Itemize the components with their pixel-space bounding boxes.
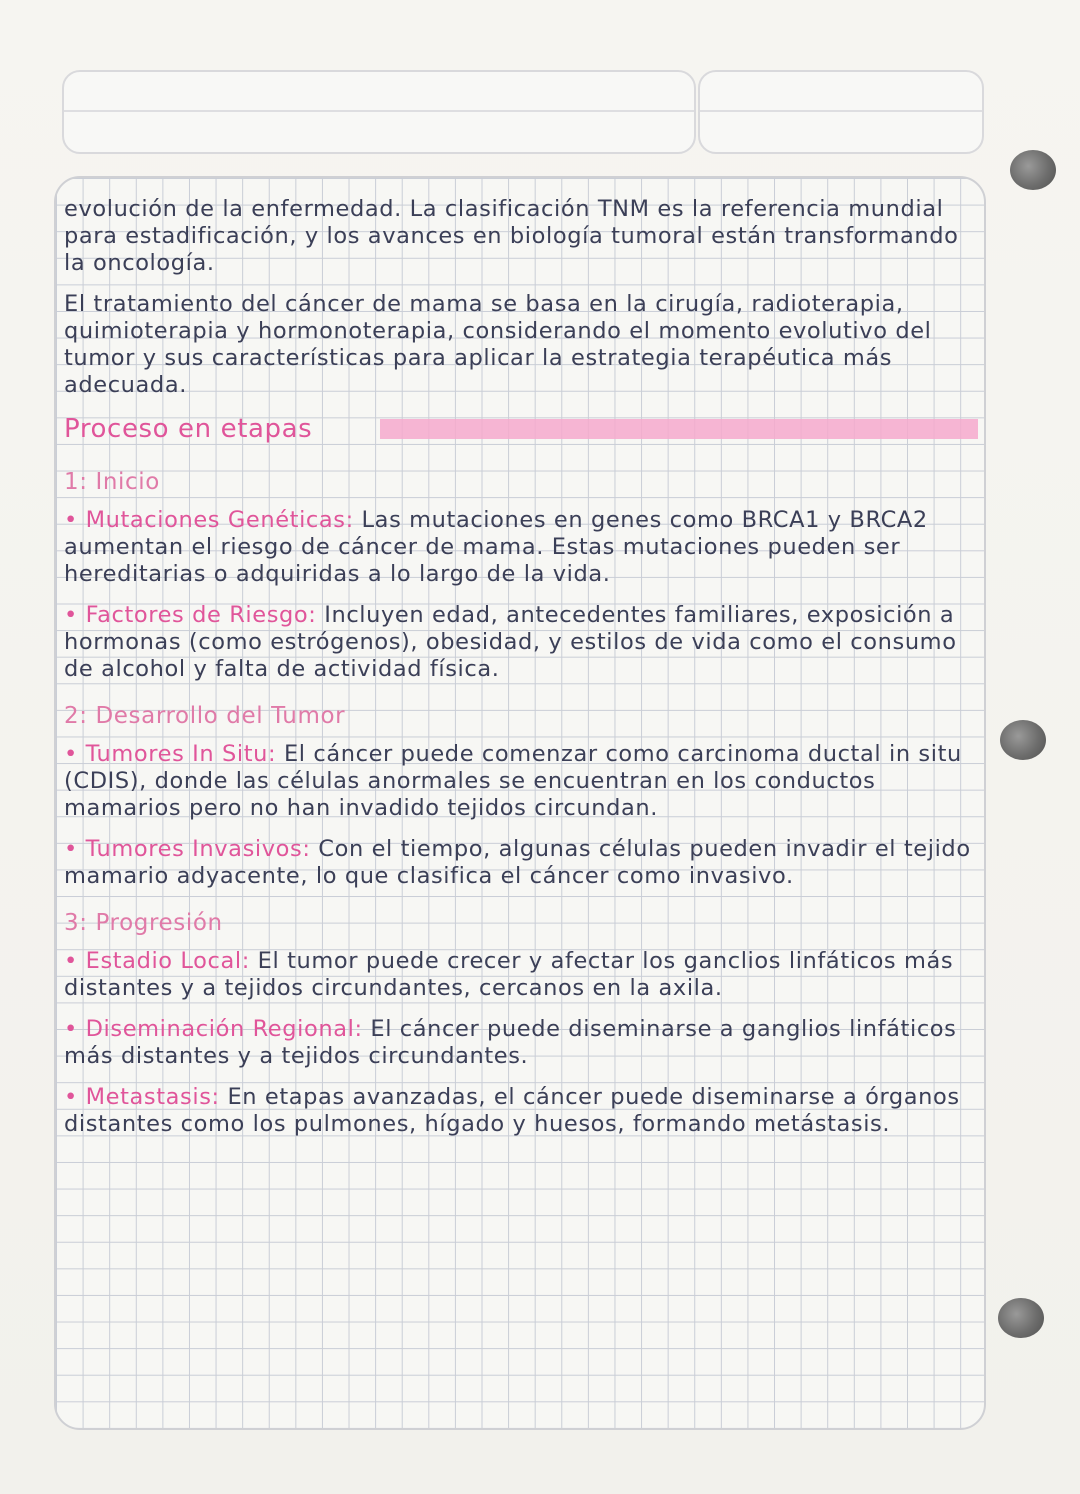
section-title: Proceso en etapas xyxy=(64,414,313,444)
bullet-item xyxy=(64,1084,974,1138)
bullet-item xyxy=(64,602,974,683)
bullet-dot-icon: • xyxy=(64,507,86,533)
notes-content xyxy=(64,196,974,1138)
bullet-term: Mutaciones Genéticas: xyxy=(85,507,354,533)
highlighter-stroke xyxy=(380,419,978,439)
stage-title: 3: Progresión xyxy=(64,910,223,936)
section-heading-row xyxy=(64,409,974,449)
bullet-item xyxy=(64,741,974,822)
bullet-text: El cáncer puede diseminarse a ganglios linfáticos más distantes y a tejidos circundantes. xyxy=(64,1016,957,1069)
bullet-term: Tumores Invasivos: xyxy=(85,836,311,862)
bullet-term: Estadio Local: xyxy=(85,948,250,974)
bullet-text: Incluyen edad, antecedentes familiares, exposición a hormonas (como estrógenos), obesidad, y estilos de vida como el consumo de alcohol y falta de actividad física. xyxy=(64,602,957,682)
binder-hole-middle xyxy=(1000,720,1046,760)
bullet-term: Factores de Riesgo: xyxy=(85,602,317,628)
bullet-text: Las mutaciones en genes como BRCA1 y BRCA2 aumentan el riesgo de cáncer de mama. Estas mutaciones pueden ser hereditarias o adquiridas a lo largo de la vida. xyxy=(64,507,928,587)
bullet-dot-icon: • xyxy=(64,948,86,974)
binder-hole-bottom xyxy=(998,1298,1044,1338)
stage-title: 1: Inicio xyxy=(64,469,160,495)
bullet-dot-icon: • xyxy=(64,836,86,862)
bullet-dot-icon: • xyxy=(64,741,86,767)
bullet-item xyxy=(64,948,974,1002)
bullet-text: El cáncer puede comenzar como carcinoma ductal in situ (CDIS), donde las células anormales se encuentran en los conductos mamarios pero no han invadido tejidos circundan. xyxy=(64,741,962,821)
bullet-term: Metastasis: xyxy=(85,1084,220,1110)
intro-paragraph-2: El tratamiento del cáncer de mama se basa en la cirugía, radioterapia, quimioterapia y hormonoterapia, considerando el momento evolutivo del tumor y sus características para aplicar la estrategia terapéutica más adecuada. xyxy=(64,291,932,398)
bullet-term: Tumores In Situ: xyxy=(85,741,277,767)
bullet-text: Con el tiempo, algunas células pueden invadir el tejido mamario adyacente, lo que clasifica el cáncer como invasivo. xyxy=(64,836,971,889)
bullet-item xyxy=(64,1016,974,1070)
bullet-dot-icon: • xyxy=(64,1084,86,1110)
bullet-item xyxy=(64,507,974,588)
intro-paragraph-1: evolución de la enfermedad. La clasificación TNM es la referencia mundial para estadificación, y los avances en biología tumoral están transformando la oncología. xyxy=(64,196,959,276)
bullet-text: En etapas avanzadas, el cáncer puede diseminarse a órganos distantes como los pulmones, hígado y huesos, formando metástasis. xyxy=(64,1084,960,1137)
bullet-dot-icon: • xyxy=(64,602,86,628)
bullet-dot-icon: • xyxy=(64,1016,86,1042)
binder-hole-top xyxy=(1010,150,1056,190)
bullet-item xyxy=(64,836,974,890)
header-box-left xyxy=(62,70,696,154)
header-box-right xyxy=(698,70,984,154)
bullet-text: El tumor puede crecer y afectar los ganclios linfáticos más distantes y a tejidos circundantes, cercanos en la axila. xyxy=(64,948,954,1001)
bullet-term: Diseminación Regional: xyxy=(85,1016,363,1042)
stage-title: 2: Desarrollo del Tumor xyxy=(64,703,346,729)
